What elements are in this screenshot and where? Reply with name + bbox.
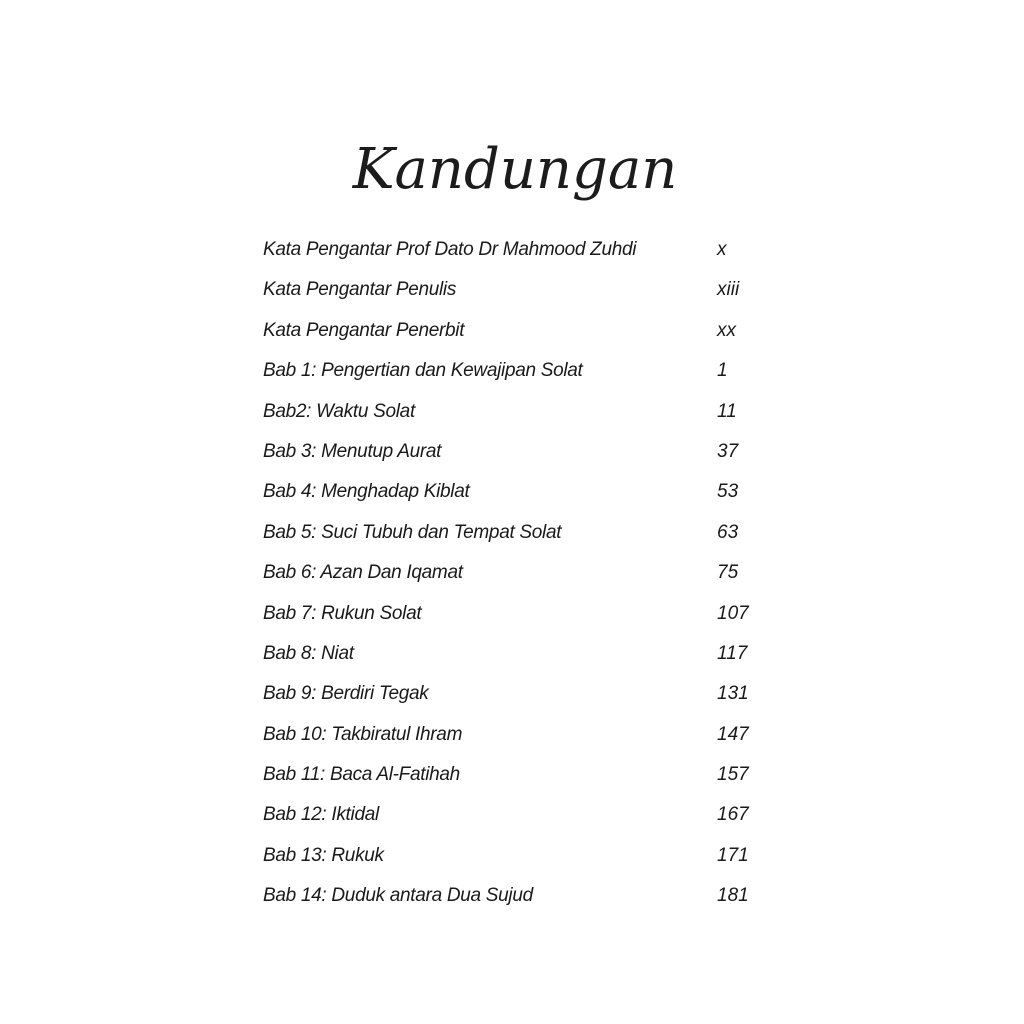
toc-entry-page: 75	[717, 562, 739, 584]
toc-entry-label: Bab 9: Berdiri Tegak	[263, 683, 429, 705]
toc-entry-page: 181	[717, 885, 749, 907]
toc-entry	[263, 237, 783, 277]
toc-entry-label: Bab 3: Menutup Aurat	[263, 440, 442, 462]
toc-entry-label: Bab 5: Suci Tubuh dan Tempat Solat	[263, 521, 562, 543]
toc-entry-label: Bab 1: Pengertian dan Kewajipan Solat	[263, 360, 583, 382]
toc-entry-page: 171	[717, 844, 749, 866]
toc-entry-page: 131	[717, 683, 749, 705]
toc-entry-label: Bab 13: Rukuk	[263, 844, 384, 866]
toc-entry-label: Bab 8: Niat	[263, 642, 354, 664]
toc-entry	[263, 641, 783, 681]
toc-entry-page: 63	[717, 521, 739, 543]
toc-entry	[263, 802, 783, 842]
toc-entry	[263, 560, 783, 600]
toc-entry-page: 53	[717, 481, 739, 503]
toc-entry-page: 157	[717, 764, 749, 786]
toc-entry	[263, 601, 783, 641]
toc-entry	[263, 843, 783, 883]
toc-entry	[263, 681, 783, 721]
toc-entry-page: 11	[717, 400, 737, 422]
toc-entry-label: Kata Pengantar Penerbit	[263, 319, 465, 341]
toc-entry-page: xiii	[717, 279, 740, 301]
toc-entry	[263, 762, 783, 802]
toc-entry-page: 167	[717, 804, 749, 826]
toc-entry-page: x	[717, 239, 727, 260]
page-title: Kandungan	[352, 136, 678, 202]
toc-entry	[263, 439, 783, 479]
toc-entry-page: 117	[717, 642, 748, 664]
toc-entry-page: 147	[717, 723, 749, 745]
toc-entry-label: Bab 4: Menghadap Kiblat	[263, 481, 470, 503]
toc-entry-page: xx	[717, 319, 736, 341]
toc-entry-page: 37	[717, 440, 739, 462]
toc-entry-label: Bab 14: Duduk antara Dua Sujud	[263, 885, 533, 907]
toc-entry	[263, 883, 783, 923]
toc-entry	[263, 358, 783, 398]
toc-entry	[263, 722, 783, 762]
toc-entry-label: Bab 11: Baca Al-Fatihah	[263, 764, 460, 786]
toc-entry	[263, 479, 783, 519]
toc-entry-label: Bab 10: Takbiratul Ihram	[263, 723, 463, 745]
toc-entry-page: 1	[717, 360, 728, 382]
toc-entry-label: Bab2: Waktu Solat	[263, 400, 415, 422]
toc-entry-page: 107	[717, 602, 749, 624]
toc-entry	[263, 318, 783, 358]
toc-entry-label: Kata Pengantar Penulis	[263, 279, 457, 301]
toc-entry-label: Bab 6: Azan Dan Iqamat	[263, 562, 463, 584]
toc-entry-label: Kata Pengantar Prof Dato Dr Mahmood Zuhdi	[263, 239, 637, 260]
toc-entry	[263, 399, 783, 439]
table-of-contents	[263, 237, 783, 924]
toc-entry-label: Bab 12: Iktidal	[263, 804, 379, 826]
toc-entry	[263, 277, 783, 317]
toc-entry-label: Bab 7: Rukun Solat	[263, 602, 422, 624]
toc-entry	[263, 520, 783, 560]
